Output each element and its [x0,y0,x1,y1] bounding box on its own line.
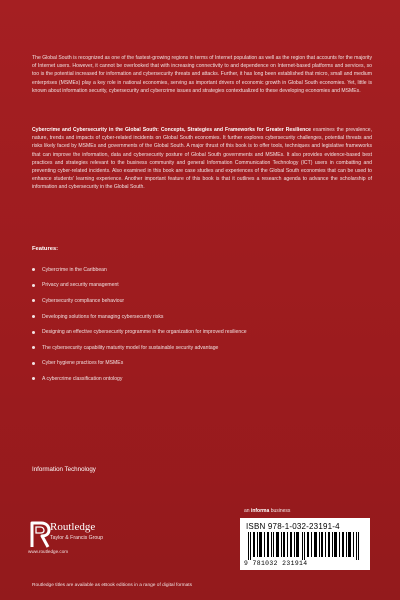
bullet-icon [32,377,35,380]
feature-label: Cybercrime in the Caribbean [42,266,107,273]
book-title: Cybercrime and Cybersecurity in the Global South: Concepts, Strategies and Frameworks for Greater Resilience [32,127,311,133]
feature-label: Cyber hygiene practices for MSMEs [42,360,124,367]
isbn-text: ISBN 978-1-032-23191-4 [246,522,340,531]
bullet-icon [32,331,35,334]
bullet-icon [32,346,35,349]
informa-brand: informa [250,508,270,514]
feature-item [32,293,372,309]
informa-suffix: business [270,508,291,514]
feature-item [32,278,372,294]
publisher-name: Routledge [50,521,96,533]
bullet-icon [32,268,35,271]
publisher-website: www.routledge.com [28,549,69,554]
bullet-icon [32,299,35,302]
feature-label: The cybersecurity capability maturity model for sustainable security advantage [42,344,219,351]
ean-digits: 9 781032 231914 [244,560,308,567]
description-paragraph [32,126,372,192]
feature-label: Designing an effective cybersecurity programme in the organization for improved resilience [42,329,247,336]
description-text: examines the prevalence, nature, trends and impacts of cyber-related incidents on Global South economies. It further explores cybersecurity challenges, potential threats and risks likely faced by MSMEs and governments of the Global South. A major thrust of this book is to offer tools, techniques and legislative frameworks that can improve the information, data and cybersecurity posture of Global South governments and MSMEs. It also provides evidence-based best practices and strategies relevant to the business community and general Information Communication Technology (ICT) users in combatting and preventing cyber-related incidents. Also examined in this book are case studies and experiences of the Global South economies that can be used to enhance students' learning experience. Another important feature of this book is that it outlines a research agenda to advance the scholarship of information and cybersecurity in the Global South. [32,127,372,191]
publisher-group: Taylor & Francis Group [50,535,104,541]
feature-label: A cybercrime classification ontology [42,375,123,382]
feature-item [32,309,372,325]
feature-item [32,262,372,278]
subject-category: Information Technology [32,466,96,473]
informa-prefix: an [244,508,250,514]
feature-label: Developing solutions for managing cybersecurity risks [42,313,164,320]
features-heading: Features: [32,246,59,252]
barcode-icon [246,532,364,560]
informa-business-label [244,508,290,514]
feature-item [32,356,372,372]
feature-item [32,371,372,387]
feature-item [32,324,372,340]
features-list [32,262,372,387]
feature-item [32,340,372,356]
feature-label: Cybersecurity compliance behaviour [42,297,125,304]
intro-paragraph: The Global South is recognized as one of the fastest-growing regions in terms of Internet population as well as the region that accounts for the majority of Internet users. However, it cannot be overlooked that with increasing connectivity to and dependence on Internet-based platforms and services, so too is the potential increased for information and cybersecurity threats and attacks. Further, it has long been established that micro, small and medium enterprises (MSMEs) play a key role in national economies, serving as important drivers of economic growth in Global South economies. Yet, little is known about information security, cybersecurity and cybercrime issues and strategies contextualized to these developing economies and MSMEs. [32,55,372,94]
feature-label: Privacy and security management [42,282,119,289]
ebook-note: Routledge titles are available as eBook editions in a range of digital formats [32,583,192,588]
barcode-panel [240,518,370,570]
bullet-icon [32,315,35,318]
bullet-icon [32,362,35,365]
bullet-icon [32,284,35,287]
